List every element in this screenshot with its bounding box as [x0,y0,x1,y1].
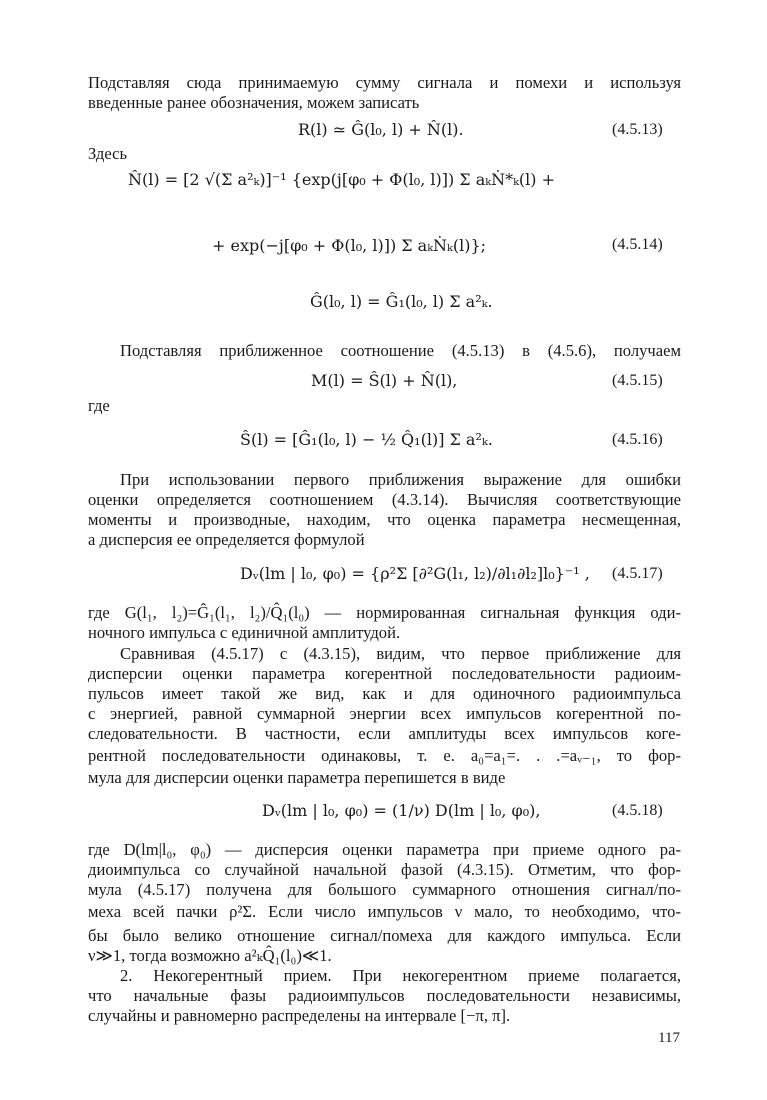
text-line: бы было велико отношение сигнал/помеха для каждого импульса. Если [88,926,681,945]
equation-number: (4.5.17) [612,565,663,582]
text-line: а дисперсия ее определяется формулой [88,530,365,549]
equation-number: (4.5.13) [612,121,663,138]
text-line: При использовании первого приближения выражение для ошибки [120,470,681,489]
text-line: Здесь [88,144,128,163]
equation-4-5-14-line-2: + exp(−j[φ₀ + Φ(l₀, l)]) Σ aₖṄₖ(l)}; [212,236,487,255]
equation-4-5-15: M(l) = Ŝ(l) + N̂(l), [311,371,458,390]
text-line: что начальные фазы радиоимпульсов последовательности независимы, [88,986,681,1005]
text-line: следовательности. В частности, если амплитуды всех импульсов коге- [88,724,681,743]
text-line: ночного импульса с единичной амплитудой. [88,623,401,642]
text-line: где [88,396,110,415]
equation-4-5-14-line-3: Ĝ(l₀, l) = Ĝ₁(l₀, l) Σ a²ₖ. [310,292,493,311]
text-line: моменты и производные, находим, что оценка параметра несмещенная, [88,510,681,529]
equation-number: (4.5.14) [612,236,663,253]
text-line: 2. Некогерентный прием. При некогерентном приеме полагается, [120,966,681,985]
text-line: где D(lm|l₀, φ₀) — дисперсия оценки параметра при приеме одного ра- [88,840,681,859]
text-line: ν≫1, тогда возможно a²ₖQ̂₁(l₀)≪1. [88,946,332,965]
text-line: с энергией, равной суммарной энергии всех импульсов когерентной по- [88,704,681,723]
text-line: мула для дисперсии оценки параметра перепишется в виде [88,768,506,787]
text-line: введенные ранее обозначения, можем записать [88,93,420,112]
text-line: где G(l₁, l₂)=Ĝ₁(l₁, l₂)/Q̂₁(l₀) — нормированная сигнальная функция оди- [88,603,681,622]
text-line: оценки определяется соотношением (4.3.14). Вычисляя соответствующие [88,490,681,509]
text-line: Сравнивая (4.5.17) с (4.3.15), видим, что первое приближение для [120,644,681,663]
equation-4-5-18: Dᵥ(lm | l₀, φ₀) = (1/ν) D(lm | l₀, φ₀), [262,801,541,820]
equation-number: (4.5.15) [612,372,663,389]
text-line: Подставляя сюда принимаемую сумму сигнала и помехи и используя [88,73,681,92]
text-line: меха всей пачки ρ²Σ. Если число импульсов ν мало, то необходимо, что- [88,902,681,921]
equation-4-5-16: Ŝ(l) = [Ĝ₁(l₀, l) − ½ Q̂₁(l)] Σ a²ₖ. [240,430,493,449]
text-line: диоимпульса со случайной начальной фазой (4.3.15). Отметим, что фор- [88,860,681,879]
page-number: 117 [658,1030,680,1046]
equation-number: (4.5.16) [612,431,663,448]
equation-4-5-14-line-1: N̂(l) = [2 √(Σ a²ₖ)]⁻¹ {exp(j[φ₀ + Φ(l₀, l)]) Σ aₖṄ*ₖ(l) + [128,170,555,189]
equation-number: (4.5.18) [612,802,663,819]
equation-4-5-17: Dᵥ(lm | l₀, φ₀) = {ρ²Σ [∂²G(l₁, l₂)/∂l₁∂l₂]l₀}⁻¹ , [240,564,590,583]
text-line: рентной последовательности одинаковы, т. е. a₀=a₁=. . .=aᵥ₋₁, то фор- [88,746,681,765]
text-line: мула (4.5.17) получена для большого суммарного отношения сигнал/по- [88,880,681,899]
equation-4-5-13: R(l) ≃ Ĝ(l₀, l) + N̂(l). [298,120,464,139]
text-line: дисперсии оценки параметра когерентной последовательности радиоим- [88,664,681,683]
text-line: случайны и равномерно распределены на интервале [−π, π]. [88,1006,511,1025]
text-line: Подставляя приближенное соотношение (4.5.13) в (4.5.6), получаем [120,341,681,360]
text-line: пульсов имеет такой же вид, как и для одиночного радиоимпульса [88,684,681,703]
